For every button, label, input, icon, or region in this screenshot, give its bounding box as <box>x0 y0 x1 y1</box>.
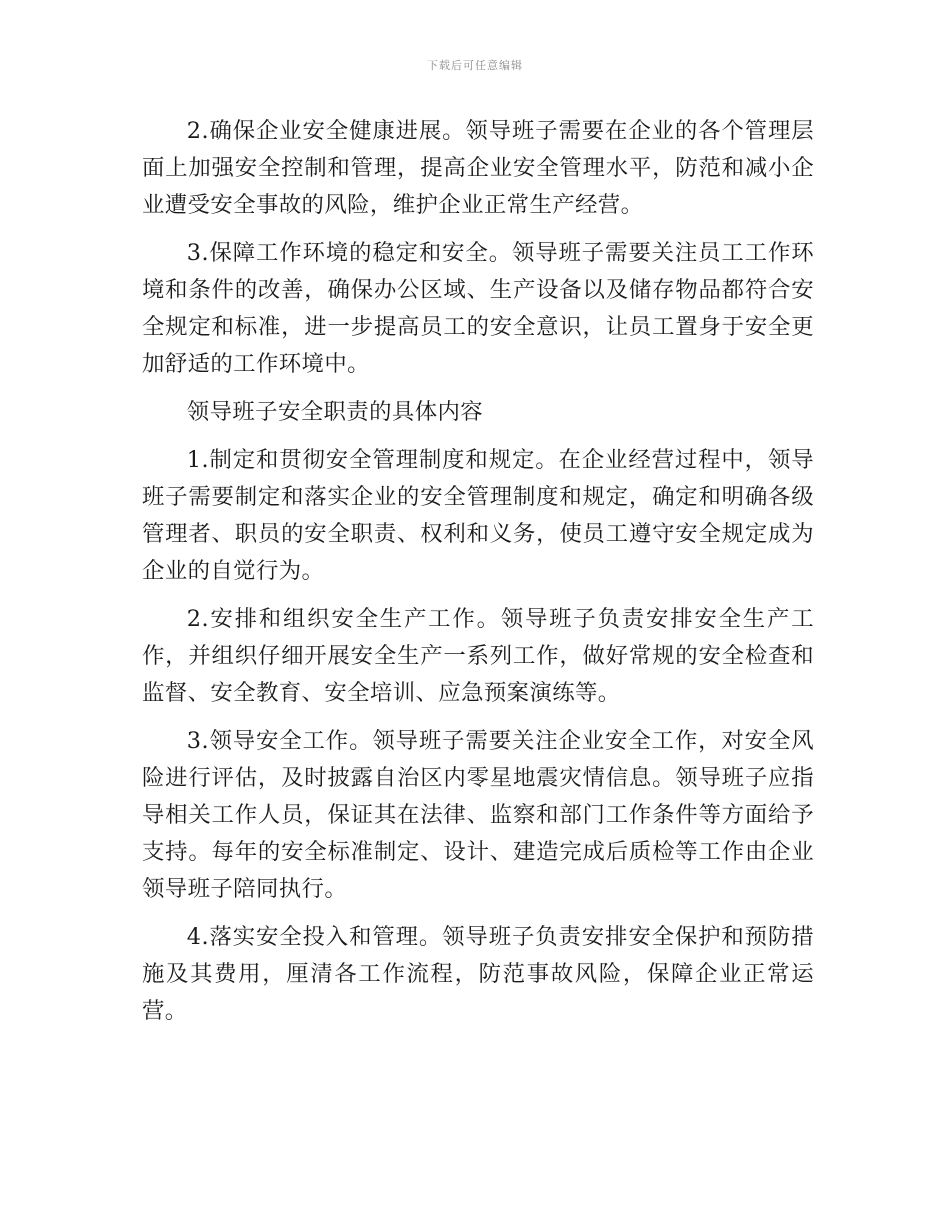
paragraph-ensure-health: 2.确保企业安全健康进展。领导班子需要在企业的各个管理层面上加强安全控制和管理，提高企业安全管理水平，防范和减小企业遭受安全事故的风险，维护企业正常生产经营。 <box>142 118 814 218</box>
paragraph-safety-investment: 4.落实安全投入和管理。领导班子负责安排安全保护和预防措施及其费用，厘清各工作流程，防范事故风险，保障企业正常运营。 <box>142 924 814 1024</box>
paragraph-work-environment: 3.保障工作环境的稳定和安全。领导班子需要关注员工工作环境和条件的改善，确保办公区域、生产设备以及储存物品都符合安全规定和标准，进一步提高员工的安全意识，让员工置身于安全更加舒适的工作环境中。 <box>142 240 814 377</box>
paragraph-organize-production: 2.安排和组织安全生产工作。领导班子负责安排安全生产工作，并组织仔细开展安全生产一系列工作，做好常规的安全检查和监督、安全教育、安全培训、应急预案演练等。 <box>142 606 814 706</box>
paragraph-lead-safety: 3.领导安全工作。领导班子需要关注企业安全工作，对安全风险进行评估，及时披露自治区内零星地震灾情信息。领导班子应指导相关工作人员，保证其在法律、监察和部门工作条件等方面给予支持。每年的安全标准制定、设计、建造完成后质检等工作由企业领导班子陪同执行。 <box>142 728 814 902</box>
paragraph-management-rules: 1.制定和贯彻安全管理制度和规定。在企业经营过程中，领导班子需要制定和落实企业的安全管理制度和规定，确定和明确各级管理者、职员的安全职责、权利和义务，使员工遵守安全规定成为企业的自觉行为。 <box>142 447 814 584</box>
document-body <box>142 113 814 1041</box>
section-heading: 领导班子安全职责的具体内容 <box>186 399 484 425</box>
page-header: 下载后可任意编辑 <box>427 59 523 72</box>
